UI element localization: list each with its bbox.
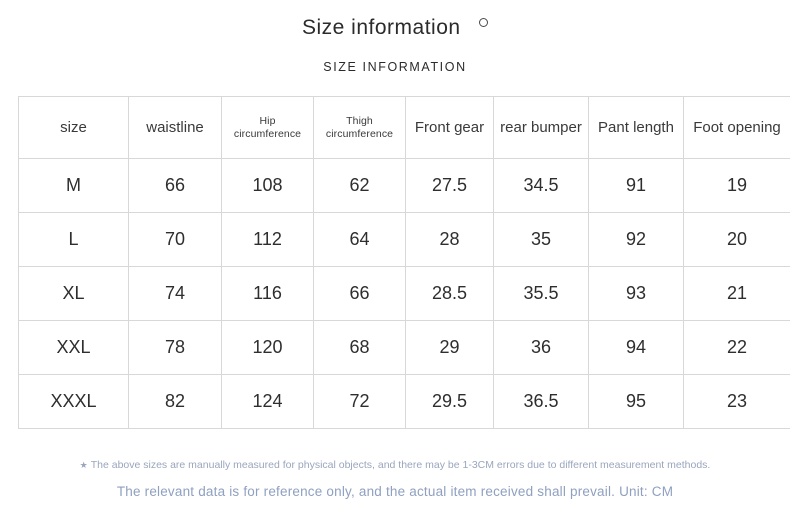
asterisk-icon: ★: [79, 460, 88, 470]
cell-pant-length: 91: [589, 159, 684, 213]
column-header-front-gear: Front gear: [406, 97, 494, 159]
cell-front-gear: 28: [406, 213, 494, 267]
column-header-thigh-circumference: Thigh circumference: [314, 97, 406, 159]
table-row: [19, 213, 790, 267]
cell-hip: 112: [222, 213, 314, 267]
cell-front-gear: 27.5: [406, 159, 494, 213]
cell-waistline: 74: [129, 267, 222, 321]
cell-hip: 116: [222, 267, 314, 321]
column-header-foot-opening: Foot opening: [684, 97, 790, 159]
cell-thigh: 64: [314, 213, 406, 267]
measurement-footnote-text: The above sizes are manually measured for physical objects, and there may be 1-3CM errors due to different measurement methods.: [90, 459, 711, 471]
cell-size: M: [19, 159, 129, 213]
page-title: Size information: [301, 16, 461, 39]
cell-pant-length: 94: [589, 321, 684, 375]
cell-size: XL: [19, 267, 129, 321]
cell-pant-length: 95: [589, 375, 684, 429]
title-row: [0, 16, 790, 40]
table-row: [19, 267, 790, 321]
size-table: [18, 96, 790, 429]
cell-size: L: [19, 213, 129, 267]
cell-waistline: 78: [129, 321, 222, 375]
table-header-row: [19, 97, 790, 159]
column-header-pant-length: Pant length: [589, 97, 684, 159]
cell-thigh: 68: [314, 321, 406, 375]
cell-front-gear: 29: [406, 321, 494, 375]
cell-front-gear: 28.5: [406, 267, 494, 321]
cell-waistline: 70: [129, 213, 222, 267]
column-header-waistline: waistline: [129, 97, 222, 159]
cell-waistline: 66: [129, 159, 222, 213]
column-header-hip-circumference: Hip circumference: [222, 97, 314, 159]
cell-rear-bumper: 34.5: [494, 159, 589, 213]
cell-size: XXL: [19, 321, 129, 375]
cell-waistline: 82: [129, 375, 222, 429]
cell-pant-length: 92: [589, 213, 684, 267]
cell-thigh: 72: [314, 375, 406, 429]
cell-thigh: 66: [314, 267, 406, 321]
cell-pant-length: 93: [589, 267, 684, 321]
circle-outline-icon: [479, 18, 488, 27]
cell-foot-opening: 23: [684, 375, 790, 429]
reference-footnote: The relevant data is for reference only, and the actual item received shall prevail. Unit: CM: [116, 484, 674, 499]
cell-rear-bumper: 36: [494, 321, 589, 375]
size-table-wrapper: [18, 96, 790, 429]
page-subtitle: SIZE INFORMATION: [323, 60, 467, 74]
measurement-footnote: [0, 458, 790, 473]
cell-size: XXXL: [19, 375, 129, 429]
cell-foot-opening: 19: [684, 159, 790, 213]
cell-rear-bumper: 35: [494, 213, 589, 267]
cell-thigh: 62: [314, 159, 406, 213]
table-row: [19, 375, 790, 429]
cell-front-gear: 29.5: [406, 375, 494, 429]
cell-foot-opening: 20: [684, 213, 790, 267]
cell-foot-opening: 22: [684, 321, 790, 375]
cell-rear-bumper: 35.5: [494, 267, 589, 321]
cell-foot-opening: 21: [684, 267, 790, 321]
cell-rear-bumper: 36.5: [494, 375, 589, 429]
cell-hip: 108: [222, 159, 314, 213]
column-header-size: size: [19, 97, 129, 159]
table-row: [19, 159, 790, 213]
cell-hip: 120: [222, 321, 314, 375]
table-row: [19, 321, 790, 375]
column-header-rear-bumper: rear bumper: [494, 97, 589, 159]
cell-hip: 124: [222, 375, 314, 429]
